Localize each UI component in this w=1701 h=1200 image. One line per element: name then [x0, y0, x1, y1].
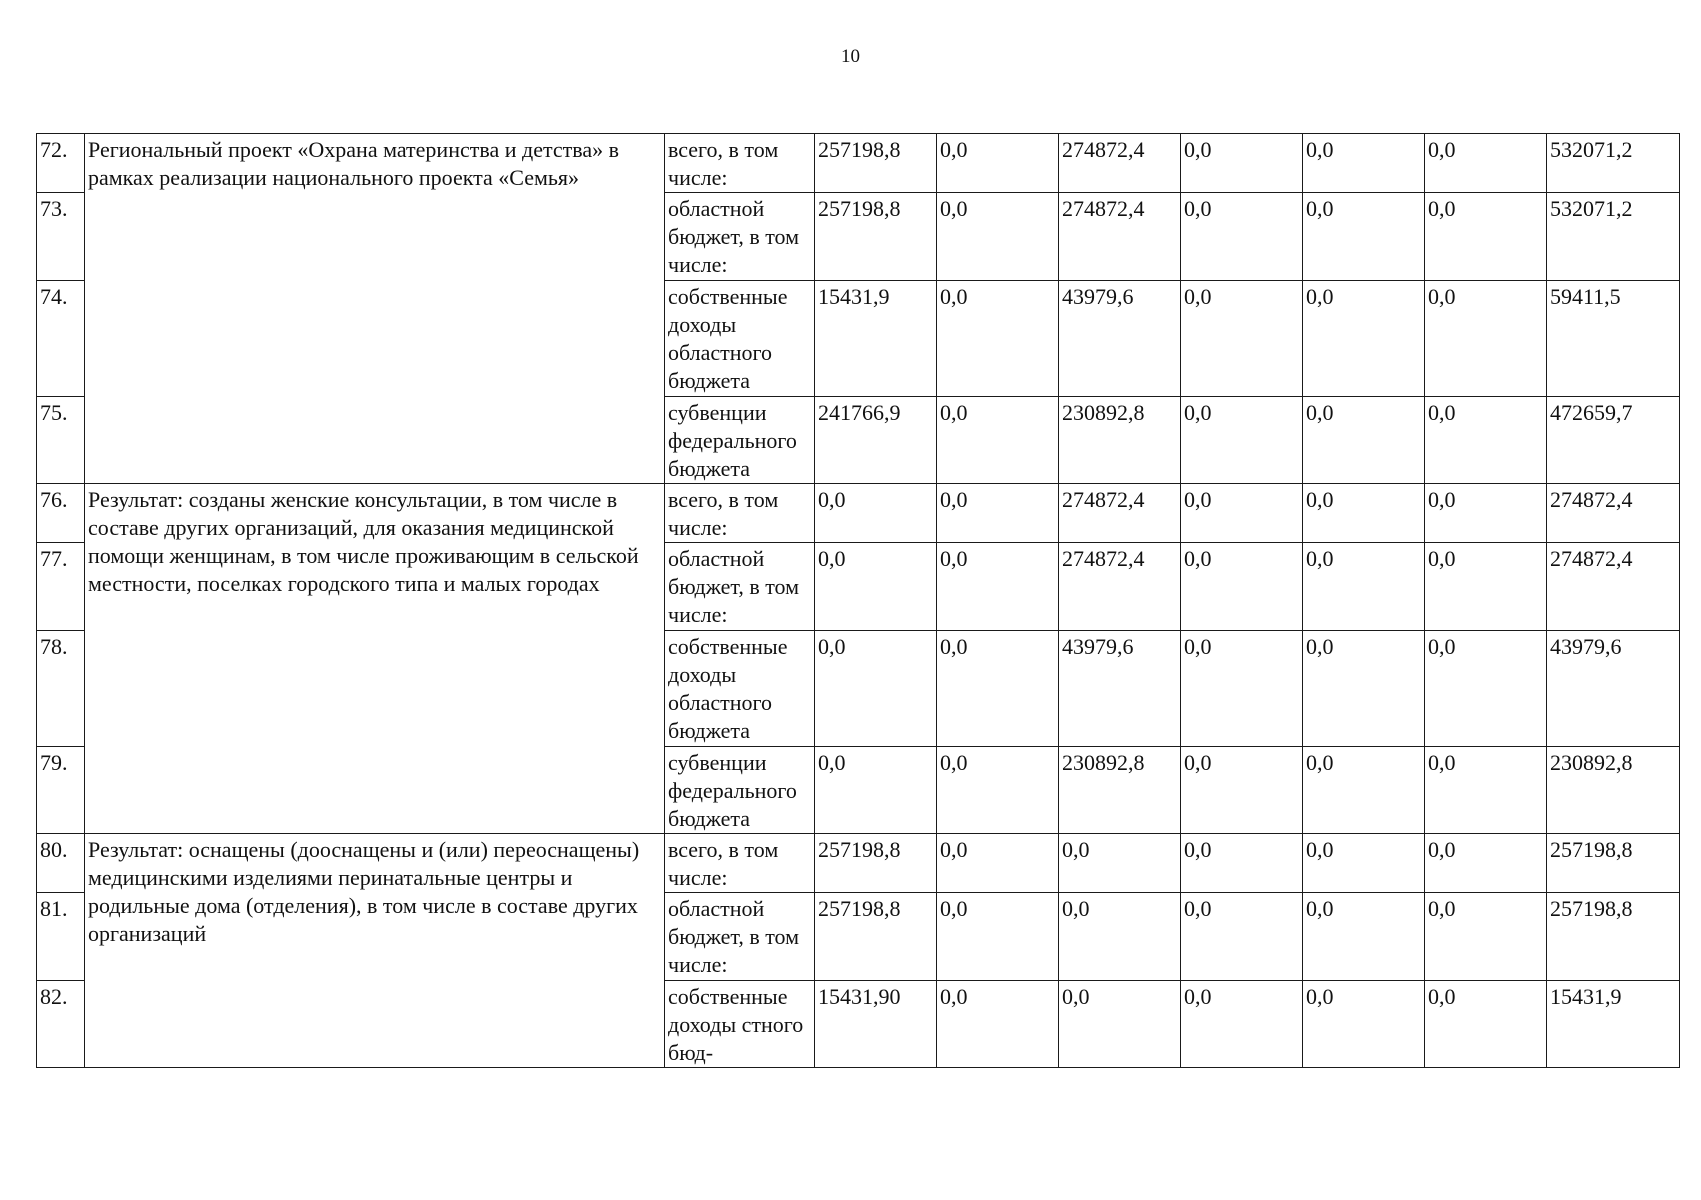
- table-row: [37, 134, 1680, 193]
- value-cell: 0,0: [1425, 193, 1547, 281]
- value-cell: 0,0: [1425, 893, 1547, 981]
- value-cell: 0,0: [1303, 281, 1425, 397]
- funding-source: всего, в том числе:: [665, 484, 815, 543]
- value-cell: 0,0: [1181, 893, 1303, 981]
- value-cell: 0,0: [1181, 631, 1303, 747]
- funding-source: собственные доходы стного бюд-: [665, 981, 815, 1068]
- value-cell: 0,0: [937, 747, 1059, 834]
- row-number: 80.: [37, 834, 85, 893]
- value-cell: 0,0: [1425, 281, 1547, 397]
- total-cell: 472659,7: [1547, 397, 1680, 484]
- value-cell: 0,0: [937, 193, 1059, 281]
- value-cell: 0,0: [937, 281, 1059, 397]
- row-number: 78.: [37, 631, 85, 747]
- value-cell: 0,0: [1303, 631, 1425, 747]
- total-cell: 532071,2: [1547, 134, 1680, 193]
- row-number: 72.: [37, 134, 85, 193]
- row-number: 73.: [37, 193, 85, 281]
- value-cell: 257198,8: [815, 893, 937, 981]
- funding-source: областной бюджет, в том числе:: [665, 893, 815, 981]
- total-cell: 257198,8: [1547, 834, 1680, 893]
- value-cell: 230892,8: [1059, 747, 1181, 834]
- value-cell: 0,0: [937, 981, 1059, 1068]
- row-number: 81.: [37, 893, 85, 981]
- funding-source: всего, в том числе:: [665, 834, 815, 893]
- table-row: [37, 834, 1680, 893]
- value-cell: 0,0: [1425, 484, 1547, 543]
- value-cell: 274872,4: [1059, 134, 1181, 193]
- row-description: Результат: созданы женские консультации, в том числе в составе других организаций, для оказания медицинской помощи женщинам, в том числе проживающим в сельской местности, поселках городского типа и малых городах: [85, 484, 665, 834]
- value-cell: 0,0: [937, 893, 1059, 981]
- total-cell: 230892,8: [1547, 747, 1680, 834]
- value-cell: 0,0: [937, 631, 1059, 747]
- funding-source: собственные доходы областного бюджета: [665, 281, 815, 397]
- value-cell: 0,0: [815, 747, 937, 834]
- value-cell: 0,0: [1425, 981, 1547, 1068]
- funding-source: областной бюджет, в том числе:: [665, 543, 815, 631]
- value-cell: 0,0: [815, 631, 937, 747]
- value-cell: 0,0: [1303, 134, 1425, 193]
- table-row: [37, 484, 1680, 543]
- value-cell: 274872,4: [1059, 193, 1181, 281]
- value-cell: 0,0: [1181, 981, 1303, 1068]
- row-description: Результат: оснащены (дооснащены и (или) переоснащены) медицинскими изделиями перинатальные центры и родильные дома (отделения), в том числе в составе других организаций: [85, 834, 665, 1068]
- value-cell: 0,0: [937, 543, 1059, 631]
- value-cell: 0,0: [1181, 193, 1303, 281]
- value-cell: 43979,6: [1059, 281, 1181, 397]
- value-cell: 0,0: [1425, 543, 1547, 631]
- funding-source: областной бюджет, в том числе:: [665, 193, 815, 281]
- value-cell: 0,0: [937, 134, 1059, 193]
- value-cell: 257198,8: [815, 193, 937, 281]
- value-cell: 0,0: [1181, 747, 1303, 834]
- value-cell: 0,0: [1425, 397, 1547, 484]
- row-number: 76.: [37, 484, 85, 543]
- page-number: 10: [841, 46, 860, 67]
- total-cell: 532071,2: [1547, 193, 1680, 281]
- value-cell: 0,0: [1425, 631, 1547, 747]
- value-cell: 274872,4: [1059, 543, 1181, 631]
- value-cell: 274872,4: [1059, 484, 1181, 543]
- row-description: Региональный проект «Охрана материнства и детства» в рамках реализации национального проекта «Семья»: [85, 134, 665, 484]
- value-cell: 15431,9: [815, 281, 937, 397]
- value-cell: 0,0: [1303, 981, 1425, 1068]
- row-number: 82.: [37, 981, 85, 1068]
- value-cell: 0,0: [1303, 484, 1425, 543]
- value-cell: 0,0: [937, 834, 1059, 893]
- value-cell: 43979,6: [1059, 631, 1181, 747]
- value-cell: 0,0: [815, 543, 937, 631]
- value-cell: 0,0: [1425, 834, 1547, 893]
- value-cell: 257198,8: [815, 134, 937, 193]
- value-cell: 0,0: [1059, 893, 1181, 981]
- value-cell: 0,0: [1425, 747, 1547, 834]
- funding-source: собственные доходы областного бюджета: [665, 631, 815, 747]
- total-cell: 43979,6: [1547, 631, 1680, 747]
- value-cell: 0,0: [1303, 834, 1425, 893]
- value-cell: 241766,9: [815, 397, 937, 484]
- value-cell: 0,0: [815, 484, 937, 543]
- value-cell: 257198,8: [815, 834, 937, 893]
- value-cell: 0,0: [1181, 543, 1303, 631]
- row-number: 79.: [37, 747, 85, 834]
- value-cell: 230892,8: [1059, 397, 1181, 484]
- value-cell: 0,0: [1303, 543, 1425, 631]
- value-cell: 0,0: [1303, 747, 1425, 834]
- total-cell: 274872,4: [1547, 543, 1680, 631]
- value-cell: 0,0: [937, 484, 1059, 543]
- total-cell: 15431,9: [1547, 981, 1680, 1068]
- budget-table: [36, 133, 1680, 1068]
- row-number: 74.: [37, 281, 85, 397]
- row-number: 75.: [37, 397, 85, 484]
- value-cell: 0,0: [937, 397, 1059, 484]
- total-cell: 59411,5: [1547, 281, 1680, 397]
- funding-source: субвенции федерального бюджета: [665, 747, 815, 834]
- value-cell: 0,0: [1059, 981, 1181, 1068]
- value-cell: 0,0: [1181, 134, 1303, 193]
- value-cell: 15431,90: [815, 981, 937, 1068]
- value-cell: 0,0: [1181, 484, 1303, 543]
- value-cell: 0,0: [1303, 893, 1425, 981]
- total-cell: 274872,4: [1547, 484, 1680, 543]
- total-cell: 257198,8: [1547, 893, 1680, 981]
- funding-source: субвенции федерального бюджета: [665, 397, 815, 484]
- row-number: 77.: [37, 543, 85, 631]
- value-cell: 0,0: [1303, 397, 1425, 484]
- value-cell: 0,0: [1059, 834, 1181, 893]
- value-cell: 0,0: [1303, 193, 1425, 281]
- value-cell: 0,0: [1181, 397, 1303, 484]
- value-cell: 0,0: [1425, 134, 1547, 193]
- value-cell: 0,0: [1181, 834, 1303, 893]
- funding-source: всего, в том числе:: [665, 134, 815, 193]
- value-cell: 0,0: [1181, 281, 1303, 397]
